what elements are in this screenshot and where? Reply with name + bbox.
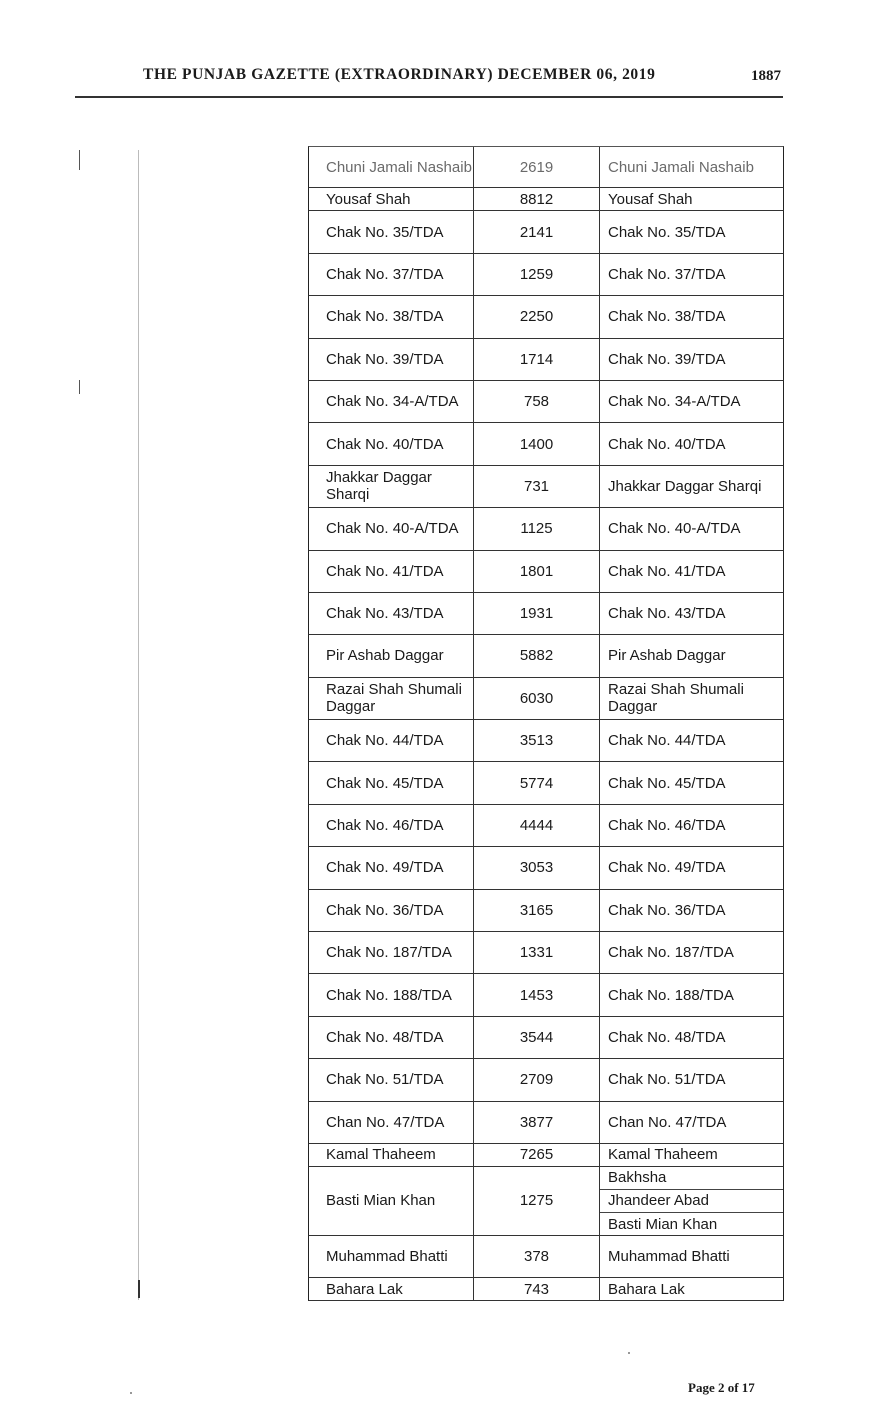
row-count-cell: 7265 <box>474 1144 600 1166</box>
row-count-cell: 1331 <box>474 932 600 973</box>
row-count-cell: 3544 <box>474 1017 600 1058</box>
table-row <box>308 466 784 508</box>
row-name-cell: Chak No. 187/TDA <box>309 932 474 973</box>
row-merged-cell: Chak No. 188/TDA <box>608 986 734 1004</box>
table-rows <box>308 146 784 1167</box>
table-row <box>308 211 784 253</box>
table-row <box>308 339 784 381</box>
table-row <box>308 805 784 847</box>
row-name-cell: Razai Shah Shumali Daggar <box>309 678 474 719</box>
row-merged-cell: Chak No. 51/TDA <box>608 1071 726 1089</box>
row-count-cell: 2619 <box>474 147 600 187</box>
table-tail-rows <box>308 1236 784 1301</box>
row-merged-cell: Chak No. 40/TDA <box>608 435 726 453</box>
row-count-cell: 1931 <box>474 593 600 634</box>
row-name-cell: Bahara Lak <box>309 1278 474 1300</box>
row-name-cell: Chak No. 45/TDA <box>309 762 474 803</box>
row-merged-cell: Muhammad Bhatti <box>608 1248 730 1266</box>
table-row <box>308 720 784 762</box>
row-merged-cell: Chan No. 47/TDA <box>608 1113 727 1131</box>
scan-speck <box>130 1392 132 1394</box>
row-count-cell: 3165 <box>474 890 600 931</box>
row-name-cell: Chak No. 41/TDA <box>309 551 474 592</box>
gazette-title: THE PUNJAB GAZETTE (EXTRAORDINARY) DECEMBER 06, 2019 <box>143 66 656 83</box>
row-merged-cell: Jhakkar Daggar Sharqi <box>608 477 762 495</box>
row-name-cell: Chak No. 34-A/TDA <box>309 381 474 422</box>
table-row-merged-group <box>308 1167 784 1236</box>
row-name-cell: Chak No. 35/TDA <box>309 211 474 252</box>
row-name-cell: Chak No. 48/TDA <box>309 1017 474 1058</box>
row-name-cell: Chak No. 36/TDA <box>309 890 474 931</box>
row-name-cell: Chak No. 39/TDA <box>309 339 474 380</box>
row-merged-cell: Chak No. 187/TDA <box>608 944 734 962</box>
row-merged-cell: Bahara Lak <box>608 1280 685 1298</box>
table-row <box>308 1102 784 1144</box>
row-name-cell: Yousaf Shah <box>309 188 474 210</box>
table-row <box>308 296 784 338</box>
row-count-cell: 1801 <box>474 551 600 592</box>
row-merged-cell: Chak No. 49/TDA <box>608 859 726 877</box>
row-merged-cell: Chak No. 35/TDA <box>608 223 726 241</box>
row-name-cell: Chak No. 51/TDA <box>309 1059 474 1100</box>
table-row <box>308 1278 784 1301</box>
row-name-cell: Kamal Thaheem <box>309 1144 474 1166</box>
row-name-cell: Chak No. 49/TDA <box>309 847 474 888</box>
row-merged-cell: Chak No. 48/TDA <box>608 1029 726 1046</box>
table-row <box>308 508 784 550</box>
row-name-cell: Chak No. 46/TDA <box>309 805 474 846</box>
table-row <box>308 678 784 720</box>
row-count-cell: 1275 <box>474 1167 600 1235</box>
table-row <box>308 635 784 677</box>
row-merged-cell: Pir Ashab Daggar <box>608 647 726 665</box>
row-count-cell: 5882 <box>474 635 600 676</box>
row-count-cell: 378 <box>474 1236 600 1277</box>
row-merged-cell: Chak No. 37/TDA <box>608 265 726 283</box>
row-merged-cell <box>600 1167 783 1235</box>
table-row <box>308 551 784 593</box>
table-row <box>308 593 784 635</box>
row-name-cell: Chak No. 40/TDA <box>309 423 474 464</box>
gazette-header <box>75 62 783 98</box>
row-count-cell: 731 <box>474 466 600 507</box>
row-count-cell: 3053 <box>474 847 600 888</box>
merged-sub-item: Jhandeer Abad <box>600 1190 783 1213</box>
table-row <box>308 423 784 465</box>
table-row <box>308 381 784 423</box>
mauza-table <box>308 146 784 1301</box>
row-count-cell: 1125 <box>474 508 600 549</box>
row-name-cell: Muhammad Bhatti <box>309 1236 474 1277</box>
merged-sub-item: Bakhsha <box>600 1167 783 1190</box>
row-merged-cell: Razai Shah Shumali Daggar <box>608 681 744 716</box>
row-merged-cell: Chak No. 34-A/TDA <box>608 393 741 411</box>
table-row <box>308 1236 784 1278</box>
scan-speck <box>628 1352 630 1354</box>
row-merged-cell: Chak No. 40-A/TDA <box>608 520 741 538</box>
table-row <box>308 254 784 296</box>
table-row <box>308 890 784 932</box>
row-merged-cell: Chak No. 39/TDA <box>608 350 726 368</box>
table-row <box>308 1144 784 1167</box>
row-count-cell: 5774 <box>474 762 600 803</box>
table-row <box>308 847 784 889</box>
row-count-cell: 4444 <box>474 805 600 846</box>
row-merged-cell: Chak No. 45/TDA <box>608 774 726 792</box>
table-row <box>308 1017 784 1059</box>
margin-mark <box>138 150 139 1300</box>
page-footer: Page 2 of 17 <box>688 1380 755 1395</box>
row-name-cell: Chak No. 44/TDA <box>309 720 474 761</box>
row-count-cell: 3513 <box>474 720 600 761</box>
merged-sub-item: Basti Mian Khan <box>608 1215 718 1233</box>
row-count-cell: 1400 <box>474 423 600 464</box>
table-row <box>308 146 784 188</box>
row-name-cell: Jhakkar Daggar Sharqi <box>309 466 474 507</box>
row-count-cell: 6030 <box>474 678 600 719</box>
row-name-cell: Chak No. 37/TDA <box>309 254 474 295</box>
row-merged-cell: Chak No. 43/TDA <box>608 605 726 623</box>
row-name-cell: Pir Ashab Daggar <box>309 635 474 676</box>
row-count-cell: 2250 <box>474 296 600 337</box>
row-count-cell: 1714 <box>474 339 600 380</box>
row-merged-cell: Yousaf Shah <box>608 190 693 208</box>
row-count-cell: 8812 <box>474 188 600 210</box>
table-row <box>308 974 784 1016</box>
table-row <box>308 1059 784 1101</box>
gazette-page-number: 1887 <box>751 68 781 84</box>
row-merged-cell: Chak No. 41/TDA <box>608 562 726 580</box>
row-count-cell: 743 <box>474 1278 600 1300</box>
row-name-cell: Chan No. 47/TDA <box>309 1102 474 1143</box>
row-merged-cell: Kamal Thaheem <box>608 1146 718 1164</box>
margin-mark <box>79 380 80 394</box>
row-count-cell: 3877 <box>474 1102 600 1143</box>
row-merged-cell: Chak No. 44/TDA <box>608 732 726 750</box>
row-count-cell: 2141 <box>474 211 600 252</box>
table-row <box>308 188 784 211</box>
row-name-cell: Chak No. 188/TDA <box>309 974 474 1015</box>
row-count-cell: 1453 <box>474 974 600 1015</box>
row-name-cell: Chak No. 38/TDA <box>309 296 474 337</box>
row-name-cell: Basti Mian Khan <box>309 1167 474 1235</box>
row-count-cell: 1259 <box>474 254 600 295</box>
table-row <box>308 932 784 974</box>
row-merged-cell: Chak No. 46/TDA <box>608 817 726 835</box>
row-merged-cell: Chak No. 36/TDA <box>608 901 726 919</box>
table-row <box>308 762 784 804</box>
row-name-cell: Chuni Jamali Nashaib <box>309 147 474 187</box>
row-name-cell: Chak No. 43/TDA <box>309 593 474 634</box>
row-merged-cell: Chuni Jamali Nashaib <box>608 158 754 176</box>
row-count-cell: 2709 <box>474 1059 600 1100</box>
row-count-cell: 758 <box>474 381 600 422</box>
margin-mark <box>138 1280 140 1298</box>
row-name-cell: Chak No. 40-A/TDA <box>309 508 474 549</box>
margin-mark <box>79 150 80 170</box>
row-merged-cell: Chak No. 38/TDA <box>608 308 726 326</box>
